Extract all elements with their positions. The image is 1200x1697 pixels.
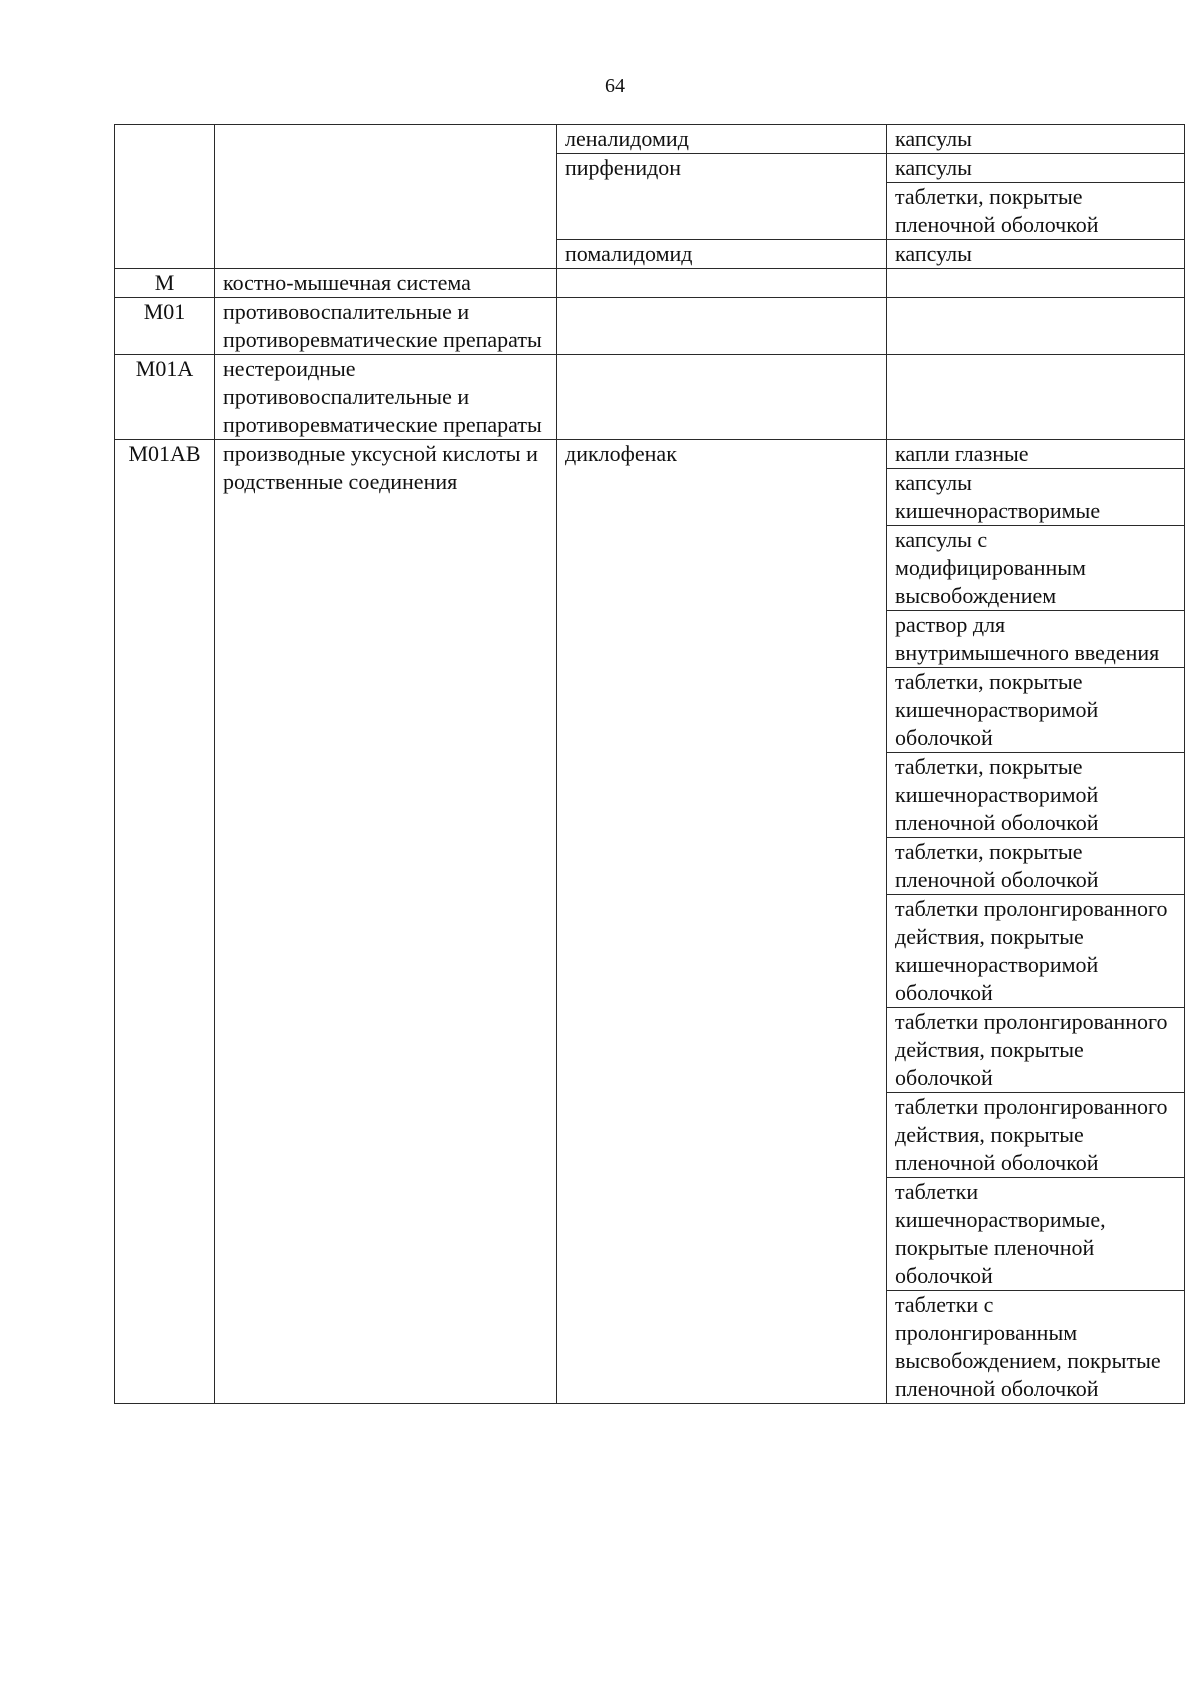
dosage-form: капсулы (887, 154, 1185, 183)
dosage-form: капсулы (887, 240, 1185, 269)
group-name: производные уксусной кислоты и родственные соединения (215, 440, 557, 1404)
atc-code: M01 (115, 298, 215, 355)
atc-code: M01A (115, 355, 215, 440)
dosage-form: раствор для внутримышечного введения (887, 611, 1185, 668)
drug-name: пирфенидон (557, 154, 887, 240)
table-row (115, 269, 1185, 298)
dosage-form: таблетки кишечнорастворимые, покрытые пленочной оболочкой (887, 1178, 1185, 1291)
table-row (115, 355, 1185, 440)
table-row (115, 298, 1185, 355)
drug-name (557, 298, 887, 355)
group-name: костно-мышечная система (215, 269, 557, 298)
dosage-form: таблетки пролонгированного действия, покрытые пленочной оболочкой (887, 1093, 1185, 1178)
drug-name: помалидомид (557, 240, 887, 269)
dosage-form (887, 355, 1185, 440)
dosage-form (887, 269, 1185, 298)
page-number: 64 (605, 75, 625, 97)
dosage-form: таблетки, покрытые кишечнорастворимой пленочной оболочкой (887, 753, 1185, 838)
dosage-form: капсулы (887, 125, 1185, 154)
dosage-form: таблетки, покрытые пленочной оболочкой (887, 838, 1185, 895)
group-name-cell (215, 125, 557, 269)
group-name: нестероидные противовоспалительные и противоревматические препараты (215, 355, 557, 440)
dosage-form: капли глазные (887, 440, 1185, 469)
atc-code: M (115, 269, 215, 298)
dosage-form: таблетки пролонгированного действия, покрытые оболочкой (887, 1008, 1185, 1093)
atc-code-cell (115, 125, 215, 269)
dosage-form: капсулы кишечнорастворимые (887, 469, 1185, 526)
table-row (115, 440, 1185, 469)
atc-code: M01AB (115, 440, 215, 1404)
drug-name (557, 269, 887, 298)
dosage-form: таблетки пролонгированного действия, покрытые кишечнорастворимой оболочкой (887, 895, 1185, 1008)
atc-drug-table (114, 124, 1185, 1404)
drug-name: диклофенак (557, 440, 887, 1404)
dosage-form: таблетки, покрытые пленочной оболочкой (887, 183, 1185, 240)
dosage-form (887, 298, 1185, 355)
dosage-form: капсулы с модифицированным высвобождением (887, 526, 1185, 611)
drug-name: леналидомид (557, 125, 887, 154)
dosage-form: таблетки, покрытые кишечнорастворимой оболочкой (887, 668, 1185, 753)
group-name: противовоспалительные и противоревматические препараты (215, 298, 557, 355)
table-row (115, 125, 1185, 154)
drug-name (557, 355, 887, 440)
dosage-form: таблетки с пролонгированным высвобождением, покрытые пленочной оболочкой (887, 1291, 1185, 1404)
